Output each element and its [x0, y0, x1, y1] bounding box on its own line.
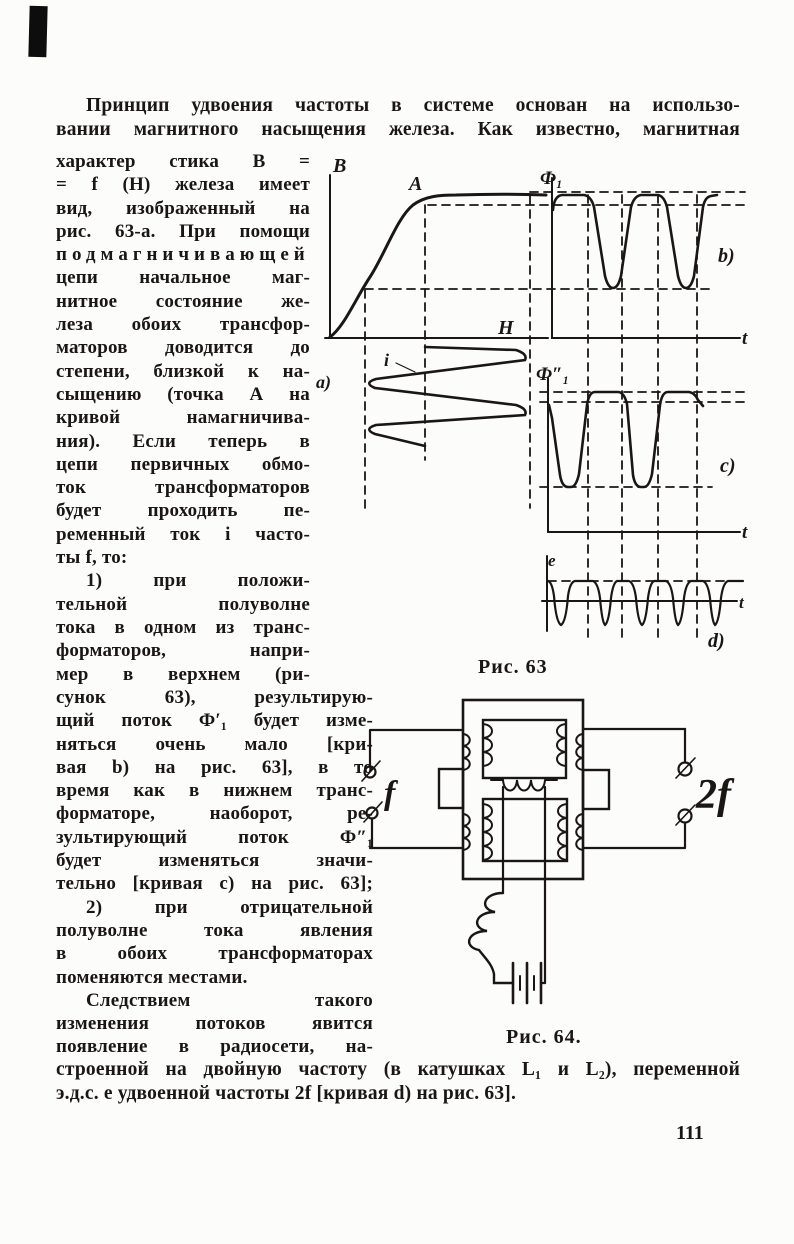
input-circuit: [362, 730, 463, 848]
text-line: 2) при отрицательной: [86, 896, 373, 918]
text-line: вании магнитного насыщения железа. Как известно, магнитная: [56, 119, 740, 140]
text-line: зультирующий поток Ф″₁: [56, 826, 373, 848]
text-line: ременный ток i часто-: [56, 523, 310, 545]
text-line: появление в радиосети, на-: [56, 1036, 373, 1058]
text-line: характер стика В =: [56, 151, 310, 172]
panel-label-a: а): [316, 372, 331, 392]
text-line: вая b) на рис. 63], в то: [56, 756, 373, 778]
text-line: подмагничивающей: [56, 244, 310, 266]
text-line: леза обоих трансфор-: [56, 314, 310, 336]
emf-wave: [548, 581, 743, 625]
text-line: тока в одном из транс-: [56, 616, 310, 638]
text-line: ток трансформаторов: [56, 477, 310, 499]
label-input-frequency: f: [384, 775, 396, 812]
i-pointer-line: [396, 363, 415, 372]
core-window-top: [483, 720, 566, 778]
text-line: цепи начальное маг-: [56, 267, 310, 289]
figure-63-caption: Рис. 63: [478, 656, 548, 678]
panel-label-b: b): [718, 245, 735, 267]
text-line: маторов доводится до: [56, 337, 310, 359]
text-line: степени, близкой к на-: [56, 360, 310, 382]
text-line: форматоре, наоборот, ре-: [56, 803, 373, 825]
text-line: тельно [кривая с) на рис. 63];: [56, 873, 373, 895]
text-line: Следствием такого: [86, 989, 373, 1011]
text-line: няться очень мало [кри-: [56, 733, 373, 755]
text-line: поменяются местами.: [56, 966, 248, 988]
text-line: будет проходить пе-: [56, 500, 310, 522]
text-line: ния). Если теперь в: [56, 430, 310, 452]
text-line: изменения потоков явится: [56, 1013, 373, 1035]
yoke-left: [439, 769, 463, 808]
axis-label-e: e: [548, 551, 556, 570]
output-circuit: [583, 729, 695, 848]
text-line: в обоих трансформаторах: [56, 943, 373, 965]
paragraph-intro: [56, 94, 740, 142]
paragraph-bottom: [56, 1058, 740, 1105]
text-line: тельной полуволне: [56, 593, 310, 615]
axis-label-t-b: t: [742, 328, 748, 349]
inductor-coil: [469, 893, 513, 983]
axis-label-H: H: [498, 317, 514, 339]
flux1-axes: [552, 178, 740, 338]
text-line: = f (Н) железа имеет: [56, 174, 310, 196]
panel-label-d: d): [708, 630, 725, 652]
flux2-wave: [549, 392, 703, 487]
text-line: сыщению (точка А на: [56, 383, 310, 405]
text-line: форматоров, напри-: [56, 640, 310, 662]
text-line: рис. 63-а. При помощи: [56, 220, 310, 242]
bias-wires: [503, 787, 545, 983]
axis-label-phi1: Ф₁: [540, 168, 563, 189]
panel-label-c: с): [720, 455, 736, 477]
page-number: 111: [676, 1122, 704, 1144]
axis-label-t-d: t: [739, 593, 744, 612]
column-wide: [56, 686, 373, 1059]
text-line: кривой намагничива-: [56, 407, 310, 429]
curve-label-i: i: [384, 350, 390, 370]
yoke-right: [583, 770, 609, 809]
text-line: 1) при положи-: [86, 570, 310, 592]
text-line: Принцип удвоения частоты в системе основан на использо-: [86, 95, 740, 116]
flux1-wave: [553, 195, 717, 288]
axis-label-t-c: t: [742, 522, 748, 543]
figure-63-graphs: [312, 150, 752, 685]
scan-ink-mark: [28, 6, 47, 57]
axis-label-B: B: [333, 155, 347, 177]
bh-curve: [330, 194, 546, 337]
text-line: нитное состояние же-: [56, 290, 310, 312]
text-line: время как в нижнем транс-: [56, 780, 373, 802]
point-label-A: A: [409, 173, 423, 195]
core-window-bottom: [483, 799, 567, 861]
column-narrow: [56, 150, 310, 686]
bh-axes: [325, 175, 548, 338]
current-wave: [369, 347, 525, 446]
text-line: э.д.с. е удвоенной частоты 2f [кривая d) на рис. 63].: [56, 1082, 517, 1104]
text-line: вид, изображенный на: [56, 197, 310, 219]
text-line: цепи первичных обмо-: [56, 453, 310, 475]
axis-label-phi2: Ф″₁: [536, 364, 570, 385]
text-line: ты f, то:: [56, 547, 128, 569]
text-line: щий поток Ф′₁ будет изме-: [56, 710, 373, 732]
battery: [513, 963, 545, 1003]
text-line: строенной на двойную частоту (в катушках L₁ и L₂), переменной: [56, 1059, 740, 1080]
dashed-guides: [365, 192, 745, 638]
text-line: будет изменяться значи-: [56, 850, 373, 872]
label-output-frequency: 2f: [696, 772, 731, 818]
text-line: полуволне тока явления: [56, 919, 373, 941]
text-line: мер в верхнем (ри-: [56, 663, 310, 685]
figure-64-caption: Рис. 64.: [506, 1026, 582, 1048]
figure-64-circuit: [360, 692, 760, 1052]
text-line: сунок 63), результирую-: [56, 687, 373, 708]
